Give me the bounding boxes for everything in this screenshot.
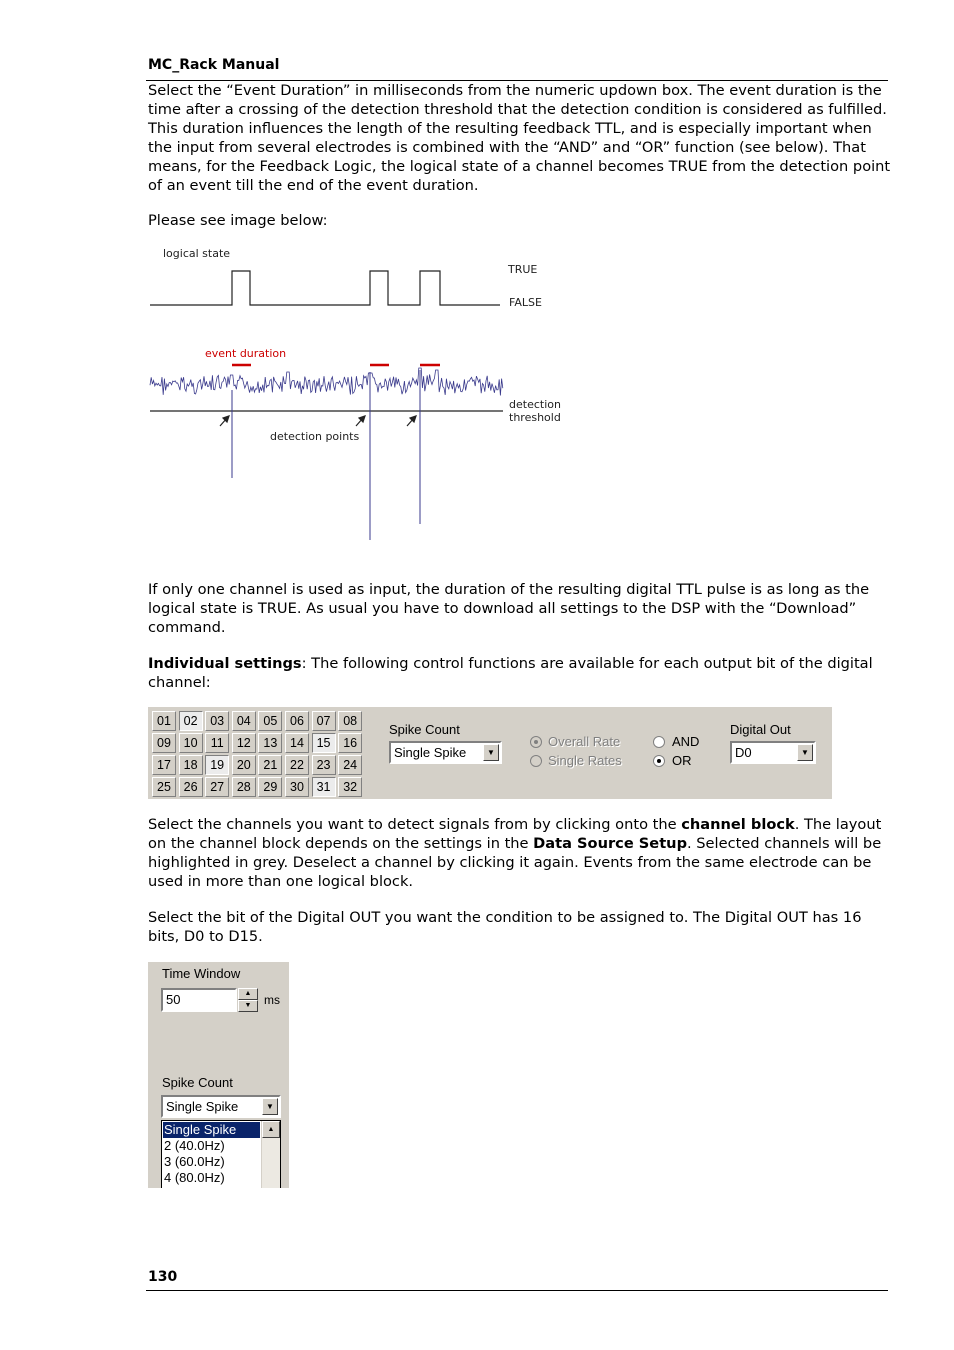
channel-button-10[interactable]: 10 <box>179 733 203 753</box>
channel-button-02[interactable]: 02 <box>179 711 203 731</box>
channel-button-30[interactable]: 30 <box>285 777 309 797</box>
channel-button-01[interactable]: 01 <box>152 711 176 731</box>
channel-button-08[interactable]: 08 <box>338 711 362 731</box>
spike-count-dropdown-open[interactable] <box>161 1095 281 1118</box>
channel-button-21[interactable]: 21 <box>258 755 282 775</box>
or-label: OR <box>672 753 692 768</box>
paragraph-event-duration: Select the “Event Duration” in milliseconds from the numeric updown box. The event duration is the time after a crossing of the detection threshold that the detection condition is considered as fulfilled. This duration influences the length of the resulting feedback TTL, and is especially important when the input from several electrodes is combined with the “AND” and “OR” function (see below). That means, for the Feedback Logic, the logical state of a channel becomes TRUE from the detection point of an event till the end of the event duration. <box>148 82 891 194</box>
channel-button-15[interactable]: 15 <box>312 733 336 753</box>
or-radio[interactable] <box>653 755 665 767</box>
signal-noise-trace <box>150 368 503 396</box>
logic-trace <box>150 271 500 305</box>
chevron-down-icon[interactable]: ▼ <box>483 744 499 761</box>
channel-button-07[interactable]: 07 <box>312 711 336 731</box>
time-window-unit: ms <box>264 993 280 1007</box>
channel-block-text-c: . Selected channels will be highlighted in grey. Deselect a channel by clicking it again. Events from the same electrode can be used in more than one logical block. <box>148 835 882 890</box>
page-number: 130 <box>148 1269 178 1285</box>
channel-button-06[interactable]: 06 <box>285 711 309 731</box>
spinner-up-icon[interactable]: ▲ <box>238 988 258 1000</box>
overall-rate-radio[interactable] <box>530 736 542 748</box>
channel-button-24[interactable]: 24 <box>338 755 362 775</box>
channel-button-29[interactable]: 29 <box>258 777 282 797</box>
data-source-setup-bold: Data Source Setup <box>533 835 688 852</box>
channel-block-bold: channel block <box>681 816 795 833</box>
channel-block-text-a: Select the channels you want to detect signals from by clicking onto the <box>148 816 682 833</box>
spike-count-option[interactable]: 2 (40.0Hz) <box>164 1138 225 1153</box>
spinner-down-icon[interactable]: ▼ <box>238 1000 258 1012</box>
channel-button-26[interactable]: 26 <box>179 777 203 797</box>
channel-button-12[interactable]: 12 <box>232 733 256 753</box>
channel-button-18[interactable]: 18 <box>179 755 203 775</box>
digital-out-label: Digital Out <box>730 722 791 737</box>
event-duration-diagram <box>148 240 578 550</box>
single-rates-radio[interactable] <box>530 755 542 767</box>
logical-state-label: logical state <box>163 247 231 260</box>
channel-button-20[interactable]: 20 <box>232 755 256 775</box>
detection-threshold-label-1: detection <box>509 398 561 411</box>
paragraph-digital-out: Select the bit of the Digital OUT you want the condition to be assigned to. The Digital OUT has 16 bits, D0 to D15. <box>148 909 862 945</box>
arrow-2 <box>356 416 365 426</box>
spike-count-open-value: Single Spike <box>166 1099 239 1114</box>
channel-button-31[interactable]: 31 <box>312 777 336 797</box>
time-window-panel <box>148 962 289 1188</box>
chevron-down-icon[interactable]: ▼ <box>262 1098 278 1115</box>
true-label: TRUE <box>508 263 538 276</box>
paragraph-channel-block <box>148 815 893 891</box>
spike-count-value: Single Spike <box>394 745 467 760</box>
channel-button-22[interactable]: 22 <box>285 755 309 775</box>
channel-button-11[interactable]: 11 <box>205 733 229 753</box>
channel-button-13[interactable]: 13 <box>258 733 282 753</box>
detection-threshold-label-2: threshold <box>509 411 561 424</box>
individual-settings-bold: Individual settings <box>148 655 302 672</box>
channel-button-05[interactable]: 05 <box>258 711 282 731</box>
channel-button-25[interactable]: 25 <box>152 777 176 797</box>
false-label: FALSE <box>509 296 542 309</box>
footer-rule <box>146 1290 888 1291</box>
header-title: MC_Rack Manual <box>148 57 280 73</box>
spike-count-label-2: Spike Count <box>162 1075 233 1090</box>
channel-button-32[interactable]: 32 <box>338 777 362 797</box>
channel-button-09[interactable]: 09 <box>152 733 176 753</box>
channel-button-14[interactable]: 14 <box>285 733 309 753</box>
paragraph-see-image: Please see image below: <box>148 212 328 229</box>
spike-count-option[interactable]: 4 (80.0Hz) <box>164 1170 225 1185</box>
options-scrollbar[interactable] <box>261 1121 280 1188</box>
scroll-up-icon[interactable]: ▲ <box>262 1121 280 1138</box>
digital-out-dropdown[interactable] <box>730 741 816 764</box>
paragraph-single-channel: If only one channel is used as input, the duration of the resulting digital TTL pulse is as long as the logical state is TRUE. As usual you have to download all settings to the DSP with the “Download” command. <box>148 581 870 636</box>
overall-rate-label: Overall Rate <box>548 734 621 749</box>
channel-button-16[interactable]: 16 <box>338 733 362 753</box>
spike-count-label: Spike Count <box>389 722 460 737</box>
spike-count-option[interactable]: Single Spike <box>163 1122 260 1138</box>
arrow-3 <box>407 416 416 426</box>
time-window-input[interactable]: 50 <box>161 988 237 1012</box>
individual-settings-rest: : The following control functions are available for each output bit of the digital channel: <box>148 655 873 691</box>
channel-block <box>152 711 362 797</box>
channel-button-19[interactable]: 19 <box>205 755 229 775</box>
channel-button-23[interactable]: 23 <box>312 755 336 775</box>
time-window-label: Time Window <box>162 966 241 981</box>
time-window-spinner[interactable] <box>238 988 258 1012</box>
individual-settings-panel <box>148 707 832 799</box>
channel-block-text-b: . The layout on the channel block depends on the settings in the <box>148 816 882 852</box>
channel-button-28[interactable]: 28 <box>232 777 256 797</box>
spike-count-options-list <box>161 1120 281 1188</box>
spike-count-option[interactable]: 3 (60.0Hz) <box>164 1154 225 1169</box>
channel-button-17[interactable]: 17 <box>152 755 176 775</box>
and-label: AND <box>672 734 700 749</box>
single-rates-label: Single Rates <box>548 753 622 768</box>
channel-button-03[interactable]: 03 <box>205 711 229 731</box>
detection-points-label: detection points <box>270 430 360 443</box>
arrow-1 <box>220 416 229 426</box>
and-radio[interactable] <box>653 736 665 748</box>
spike-count-dropdown[interactable] <box>389 741 502 764</box>
event-duration-label: event duration <box>205 347 287 360</box>
paragraph-individual-settings <box>148 654 893 692</box>
chevron-down-icon[interactable]: ▼ <box>797 744 813 761</box>
channel-button-04[interactable]: 04 <box>232 711 256 731</box>
channel-button-27[interactable]: 27 <box>205 777 229 797</box>
digital-out-value: D0 <box>735 745 752 760</box>
